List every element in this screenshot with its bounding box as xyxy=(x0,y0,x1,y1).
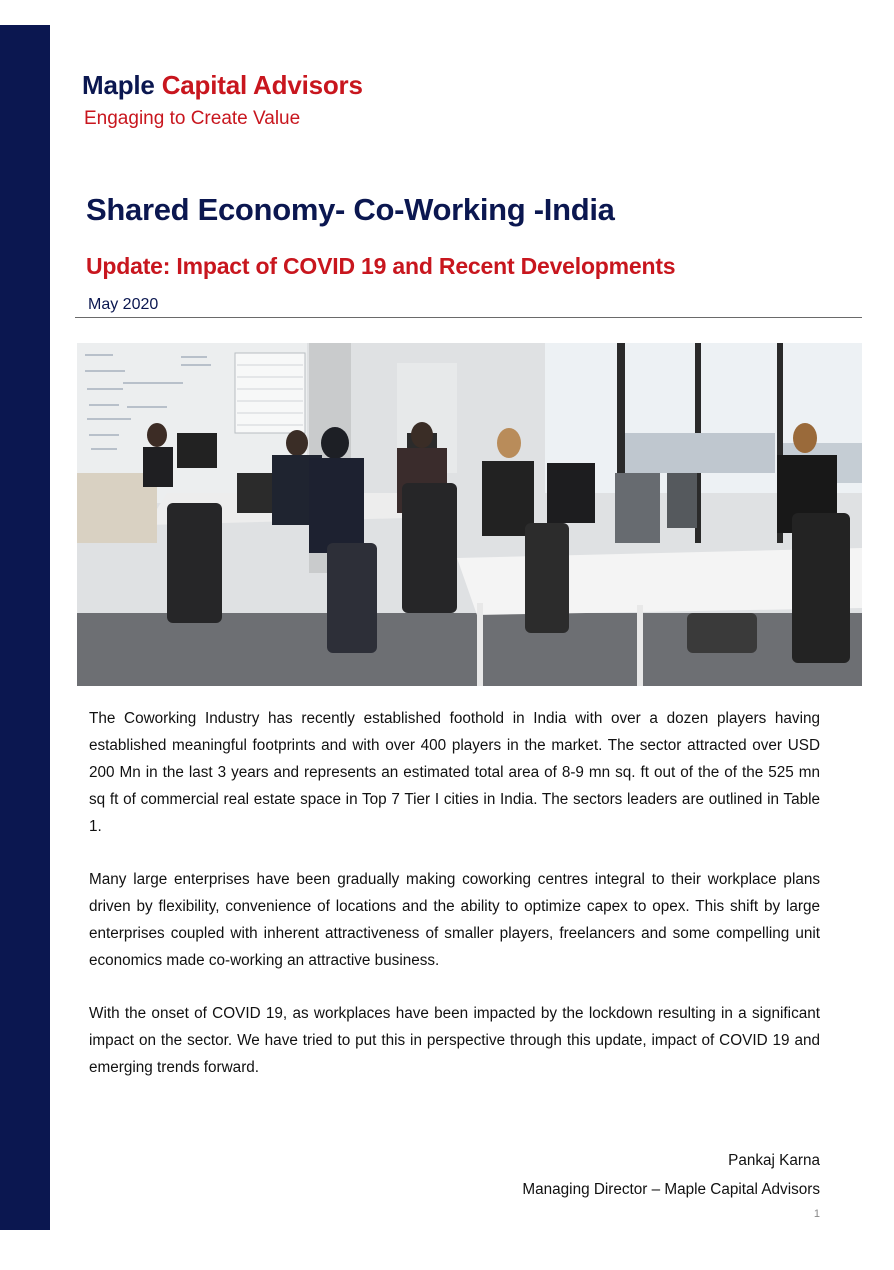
page-number: 1 xyxy=(813,1208,820,1220)
signature-block xyxy=(522,1146,820,1204)
header-divider xyxy=(75,317,862,318)
brand-name-part2: Capital Advisors xyxy=(161,70,363,100)
document-date: May 2020 xyxy=(88,296,159,313)
signatory-name: Pankaj Karna xyxy=(728,1152,820,1169)
signatory-role: Managing Director – Maple Capital Advisors xyxy=(522,1181,820,1198)
office-photo xyxy=(77,343,862,686)
brand-logo xyxy=(82,70,363,101)
paragraph: Many large enterprises have been gradually making coworking centres integral to their workplace plans driven by flexibility, convenience of locations and the ability to optimize capex to opex. This shift by large enterprises coupled with inherent attractiveness of smaller players, freelancers and some compelling unit economics made co-working an attractive business. xyxy=(89,871,820,969)
brand-name-part1: Maple xyxy=(82,70,155,100)
document-title: Shared Economy- Co-Working -India xyxy=(86,192,615,227)
paragraph: The Coworking Industry has recently established foothold in India with over a dozen players having established meaningful footprints and with over 400 players in the market. The sector attracted over USD 200 Mn in the last 3 years and represents an estimated total area of 8-9 mn sq. ft out of the of the 525 mn sq ft of commercial real estate space in Top 7 Tier I cities in India. The sectors leaders are outlined in Table 1. xyxy=(89,710,820,835)
brand-tagline: Engaging to Create Value xyxy=(84,108,301,129)
body-text xyxy=(89,705,820,1107)
sidebar-accent-bar xyxy=(0,25,50,1230)
paragraph: With the onset of COVID 19, as workplaces have been impacted by the lockdown resulting in a significant impact on the sector. We have tried to put this in perspective through this update, impact of COVID 19 and emerging trends forward. xyxy=(89,1005,820,1076)
document-subtitle: Update: Impact of COVID 19 and Recent Developments xyxy=(86,253,676,279)
